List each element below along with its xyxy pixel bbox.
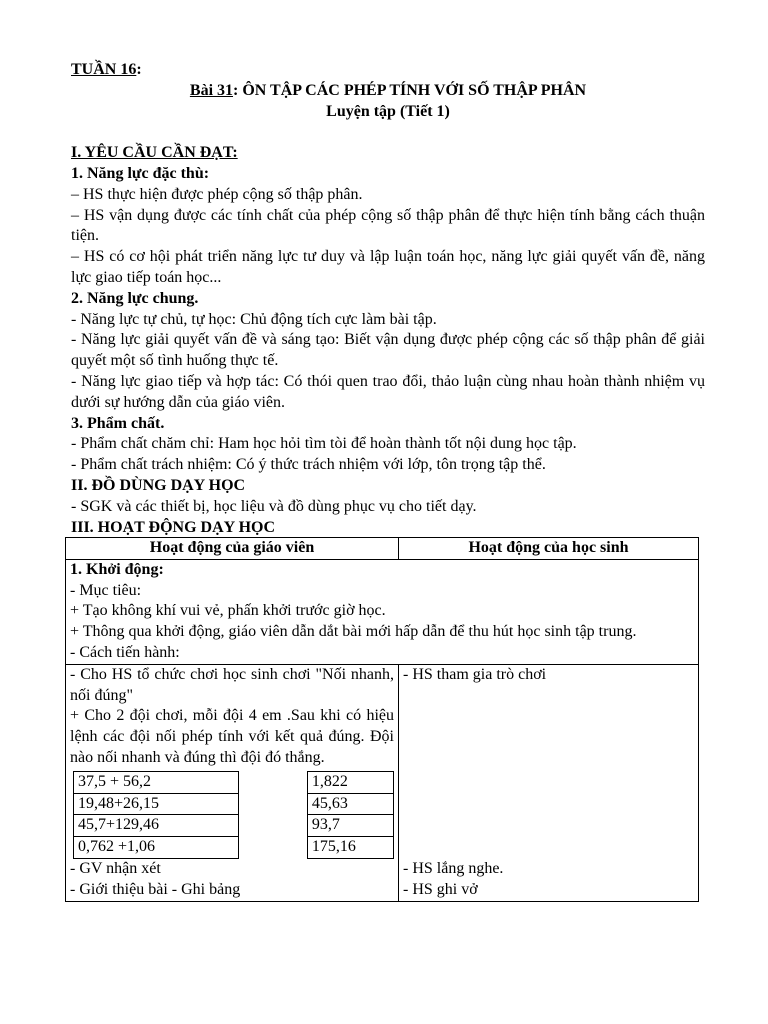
warmup-title: 1. Khởi động: [70,560,164,578]
result-cell: 45,63 [307,793,393,815]
paragraph: - Phẩm chất trách nhiệm: Có ý thức trách nhiệm với lớp, tôn trọng tập thể. [71,456,546,474]
lesson-title: Bài 31: ÔN TẬP CÁC PHÉP TÍNH VỚI SỐ THẬP PHÂN [189,81,587,99]
section-3-heading: III. HOẠT ĐỘNG DẠY HỌC [71,518,276,536]
table-row [66,664,699,901]
section-2-heading: II. ĐỒ DÙNG DẠY HỌC [71,476,246,494]
paragraph: - Phẩm chất chăm chỉ: Ham học hỏi tìm tòi để hoàn thành tốt nội dung học tập. [71,435,577,453]
section-1-sub-3: 3. Phẩm chất. [71,414,165,432]
paragraph: - SGK và các thiết bị, học liệu và đồ dùng phục vụ cho tiết dạy. [71,497,477,515]
warmup-line: - Cách tiến hành: [70,643,180,661]
paragraph: - Năng lực tự chủ, tự học: Chủ động tích cực làm bài tập. [71,310,437,328]
week-heading: TUẦN 16: [71,61,142,78]
paragraph: - Năng lực giải quyết vấn đề và sáng tạo: Biết vận dụng được phép cộng các số thập phân để giải quyết một số tình huống thực tế. [71,331,705,370]
teacher-cell [66,664,399,901]
section-1-sub-1: 1. Năng lực đặc thù: [71,164,210,182]
expression-cell: 0,762 +1,06 [74,837,239,859]
expression-cell: 37,5 + 56,2 [74,771,239,793]
result-cell: 93,7 [307,815,393,837]
result-cell: 175,16 [307,837,393,859]
teacher-line: - Cho HS tổ chức chơi học sinh chơi "Nối nhanh, nối đúng" [70,665,394,704]
paragraph: - Năng lực giao tiếp và hợp tác: Có thói quen trao đổi, thảo luận cùng nhau hoàn thành nhiệm vụ dưới sự hướng dẫn của giáo viên. [71,372,705,411]
student-line: - HS tham gia trò chơi [403,665,547,683]
teacher-line: + Cho 2 đội chơi, mỗi đội 4 em .Sau khi có hiệu lệnh các đội nối phép tính với kết quả đúng. Đội nào nối nhanh và đúng thì đội đó thắng. [70,707,394,766]
result-cell: 1,822 [307,771,393,793]
expression-cell: 45,7+129,46 [74,815,239,837]
lesson-subtitle: Luyện tập (Tiết 1) [326,102,450,120]
document-body [71,60,705,538]
paragraph: – HS vận dụng được các tính chất của phép cộng số thập phân để thực hiện tính bằng cách thuận tiện. [71,206,705,245]
student-line: - HS ghi vở [403,880,478,898]
teacher-line: - Giới thiệu bài - Ghi bảng [70,880,241,898]
student-end-block [403,859,503,901]
teacher-line: - GV nhận xét [70,859,161,877]
paragraph: – HS có cơ hội phát triển năng lực tư duy và lập luận toán học, năng lực giải quyết vấn đề, năng lực giao tiếp toán học... [71,248,705,286]
activity-table [65,537,699,902]
lesson-label: Bài 31 [189,81,234,99]
expression-cell: 19,48+26,15 [74,793,239,815]
header-student: Hoạt động của học sinh [399,538,699,560]
warmup-cell [66,559,699,664]
section-1-sub-2: 2. Năng lực chung. [71,289,199,307]
matching-table [73,771,394,859]
header-teacher: Hoạt động của giáo viên [66,538,399,560]
section-1-heading: I. YÊU CẦU CẦN ĐẠT: [71,144,238,162]
student-cell [399,664,699,901]
warmup-line: + Thông qua khởi động, giáo viên dẫn dắt bài mới hấp dẫn để thu hút học sinh tập trung. [70,623,637,641]
table-header-row [66,538,699,560]
warmup-line: + Tạo không khí vui vẻ, phấn khởi trước giờ học. [70,602,386,620]
paragraph: – HS thực hiện được phép cộng số thập phân. [71,185,363,203]
warmup-line: - Mục tiêu: [70,581,142,599]
table-row [66,559,699,664]
student-line: - HS lắng nghe. [403,859,504,877]
